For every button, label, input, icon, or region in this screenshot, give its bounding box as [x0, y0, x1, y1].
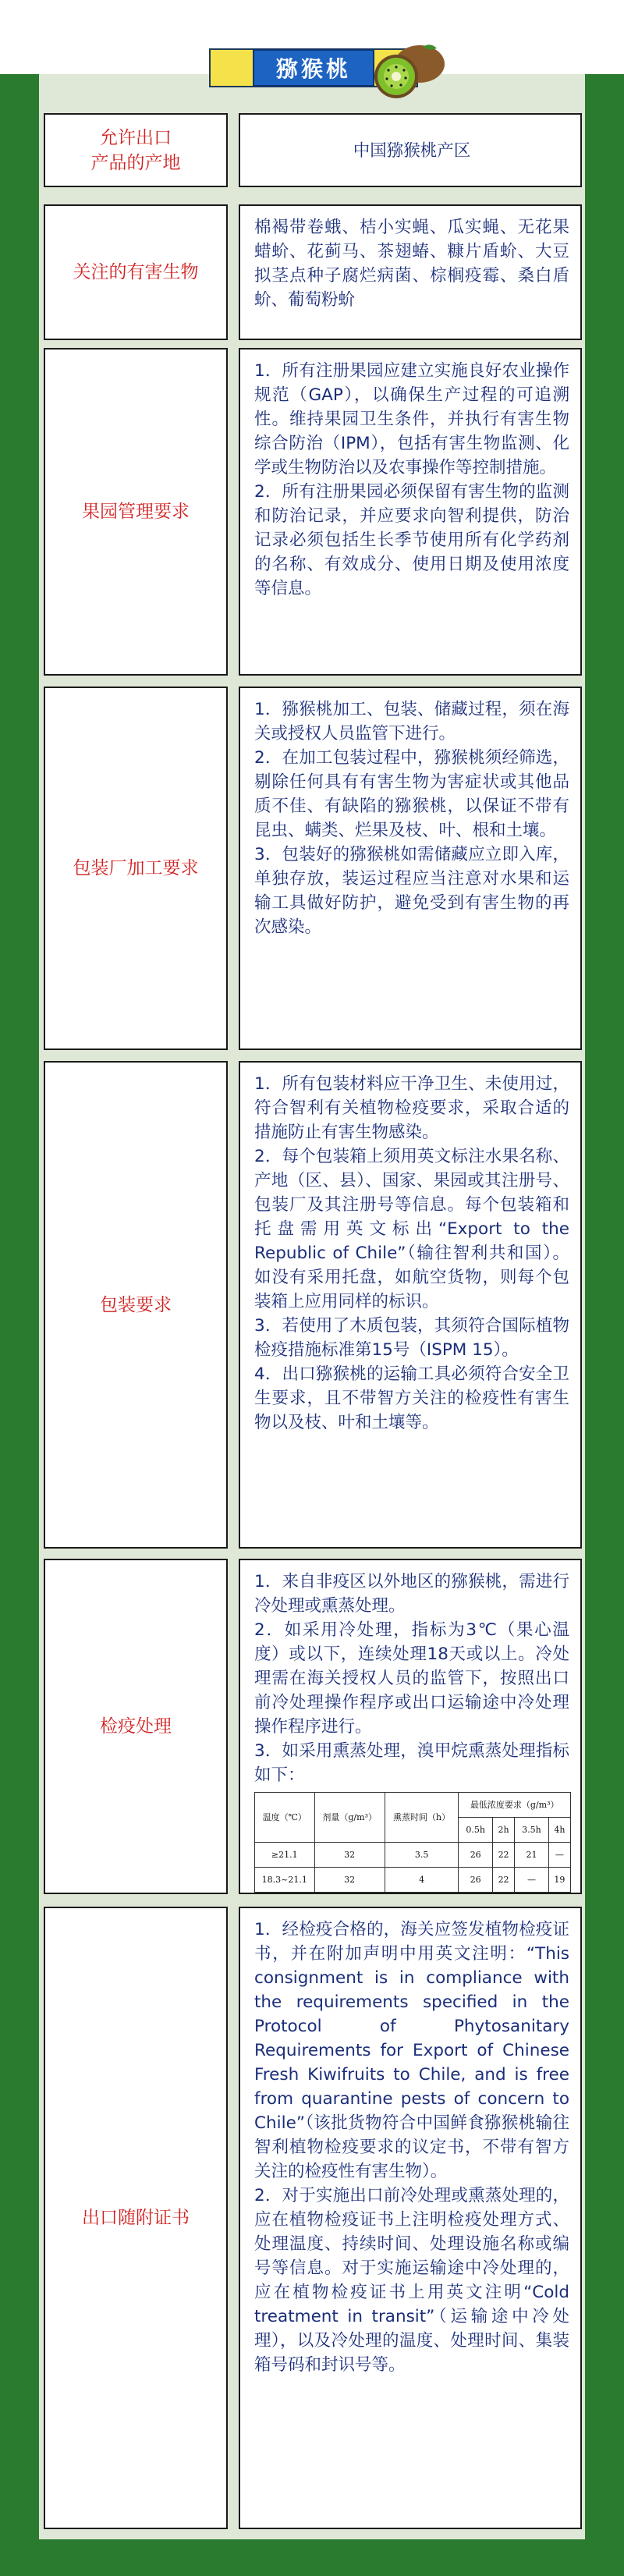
- row-packaging: [44, 1061, 582, 1549]
- table-row: [255, 1843, 571, 1868]
- row-origin: [44, 113, 582, 187]
- row-content: [239, 348, 582, 676]
- row-content: [239, 204, 582, 340]
- row-quarantine: [44, 1559, 582, 1894]
- table-cell: 32: [314, 1843, 385, 1868]
- table-subheader-cell: 4h: [548, 1818, 570, 1843]
- row-label: 果园管理要求: [44, 348, 228, 676]
- content-paragraph: 2．所有注册果园必须保留有害生物的监测和防治记录，并应要求向智利提供，防治记录必须包括生长季节使用所有化学药剂的名称、有效成分、使用日期及使用浓度等信息。: [254, 482, 569, 598]
- table-header-cell: 剂量（g/m³）: [314, 1793, 385, 1843]
- row-pests: [44, 204, 582, 340]
- content-paragraph: 1．来自非疫区以外地区的猕猴桃，需进行冷处理或熏蒸处理。: [254, 1572, 569, 1616]
- content-paragraph: 2．对于实施出口前冷处理或熏蒸处理的，应在植物检疫证书上注明检疫处理方式、处理温度、持续时间、处理设施名称或编号等信息。对于实施运输途中冷处理的，应在植物检疫证书上用英文注明“Cold treatment in transit”（运输途中冷处理），以及冷处理的温度、处理时间、集装箱号码和封识号等。: [254, 2186, 575, 2375]
- content-paragraph: 棉褐带卷蛾、桔小实蝇、瓜实蝇、无花果蜡蚧、花蓟马、茶翅蝽、糠片盾蚧、大豆拟茎点种子腐烂病菌、棕榈疫霉、桑白盾蚧、葡萄粉蚧: [254, 218, 569, 310]
- row-label: 检疫处理: [44, 1559, 228, 1894]
- content-paragraph: 1．所有注册果园应建立实施良好农业操作规范（GAP），以确保生产过程的可追溯性。维持果园卫生条件，并执行有害生物综合防治（IPM），包括有害生物监测、化学或生物防治以及农事操作等控制措施。: [254, 361, 569, 477]
- table-cell: 18.3~21.1: [255, 1868, 315, 1893]
- content-paragraph: 2．在加工包装过程中，猕猴桃须经筛选，剔除任何具有有害生物为害症状或其他品质不佳、有缺陷的猕猴桃，以保证不带有昆虫、螨类、烂果及枝、叶、根和土壤。: [254, 748, 569, 840]
- content-paragraph: 2．如采用冷处理，指标为3℃（果心温度）或以下，连续处理18天或以上。冷处理需在海关授权人员的监管下，按照出口前冷处理操作程序或出口运输途中冷处理操作程序进行。: [254, 1620, 569, 1737]
- row-content: [239, 1061, 582, 1549]
- content-paragraph: 3．如采用熏蒸处理，溴甲烷熏蒸处理指标如下：: [254, 1741, 569, 1785]
- table-subheader-cell: 0.5h: [459, 1818, 493, 1843]
- table-cell: 19: [548, 1868, 570, 1893]
- row-orchard: [44, 348, 582, 676]
- table-header-cell: 温度（℃）: [255, 1793, 315, 1843]
- row-content: [239, 687, 582, 1050]
- table-cell: 26: [459, 1843, 493, 1868]
- row-label: 关注的有害生物: [44, 204, 228, 340]
- table-cell: 32: [314, 1868, 385, 1893]
- table-cell: 22: [493, 1868, 515, 1893]
- content-paragraph: 1．所有包装材料应干净卫生、未使用过，符合智利有关植物检疫要求，采取合适的措施防止有害生物感染。: [254, 1074, 569, 1142]
- row-label: 包装要求: [44, 1061, 228, 1549]
- content-paragraph: 3．包装好的猕猴桃如需储藏应立即入库，单独存放，装运过程应当注意对水果和运输工具做好防护，避免受到有害生物的再次感染。: [254, 845, 569, 937]
- content-paragraph: 3．若使用了木质包装，其须符合国际植物检疫措施标准第15号（ISPM 15）。: [254, 1316, 569, 1360]
- page-title: 猕猴桃: [253, 49, 374, 87]
- table-subheader-cell: 2h: [493, 1818, 515, 1843]
- table-cell: ≥21.1: [255, 1843, 315, 1868]
- content-paragraph: 2．每个包装箱上须用英文标注水果名称、产地（区、县）、国家、果园或其注册号、包装厂及其注册号等信息。每个包装箱和托盘需用英文标出“Export to the Republic of Chile”（输往智利共和国）。如没有采用托盘，如航空货物，则每个包装箱上应用同样的标识。: [254, 1147, 575, 1311]
- content-paragraph: 1．经检疫合格的，海关应签发植物检疫证书，并在附加声明中用英文注明：“This consignment is in compliance with the requirements specified in the Protocol of Phytosanitary Requirements for Export of Chinese Fresh Kiwifruits to Chile, and is free from quarantine pests of concern to Chile”（该批货物符合中国鲜食猕猴桃输往智利植物检疫要求的议定书，不带有智方关注的检疫性有害生物）。: [254, 1920, 575, 2181]
- table-row: [255, 1868, 571, 1893]
- row-label: 包装厂加工要求: [44, 687, 228, 1050]
- table-cell: 4: [385, 1868, 459, 1893]
- table-cell: 3.5: [385, 1843, 459, 1868]
- content-paragraph: 1．猕猴桃加工、包装、储藏过程，须在海关或授权人员监管下进行。: [254, 700, 569, 743]
- table-cell: —: [548, 1843, 570, 1868]
- content-paragraph: 4．出口猕猴桃的运输工具必须符合安全卫生要求，且不带智方关注的检疫性有害生物以及枝、叶和土壤等。: [254, 1364, 569, 1432]
- kiwi-fruit-icon: [359, 41, 452, 103]
- row-content: [239, 113, 582, 187]
- table-header-cell: 熏蒸时间（h）: [385, 1793, 459, 1843]
- row-label: 出口随附证书: [44, 1907, 228, 2529]
- row-content: [239, 1907, 582, 2529]
- table-cell: —: [515, 1868, 549, 1893]
- table-header-cell: 最低浓度要求（g/m³）: [459, 1793, 571, 1818]
- table-cell: 26: [459, 1868, 493, 1893]
- fumigation-table: [254, 1792, 571, 1893]
- row-certificate: [44, 1907, 582, 2529]
- content-paragraph: 中国猕猴桃产区: [353, 141, 471, 161]
- table-cell: 22: [493, 1843, 515, 1868]
- row-content: [239, 1559, 582, 1894]
- table-cell: 21: [515, 1843, 549, 1868]
- row-packhouse: [44, 687, 582, 1050]
- table-subheader-cell: 3.5h: [515, 1818, 549, 1843]
- row-label: 允许出口 产品的产地: [44, 113, 228, 187]
